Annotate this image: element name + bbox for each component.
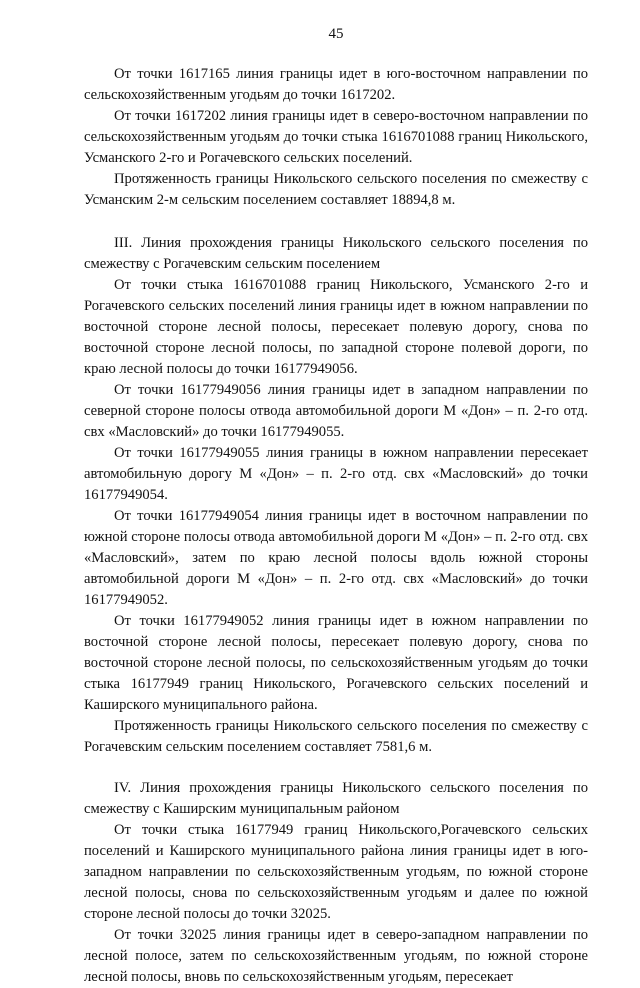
section-4-title: IV. Линия прохождения границы Никольского сельского поселения по смежеству с Каширским муниципальным районом	[84, 780, 588, 817]
section-3-paragraph-6: Протяженность границы Никольского сельского поселения по смежеству с Рогачевским сельским поселением составляет 7581,6 м.	[84, 718, 588, 755]
section-3-paragraph-2: От точки 16177949056 линия границы идет в западном направлении по северной стороне полосы отвода автомобильной дороги М «Дон» – п. 2-го отд. свх «Масловский» до точки 16177949055.	[84, 382, 588, 440]
section-3-paragraph-1: От точки стыка 1616701088 границ Никольского, Усманского 2-го и Рогачевского сельских поселений линия границы идет в южном направлении по восточной стороне лесной полосы, пересекает полевую дорогу, снова по восточной стороне лесной полосы, по западной стороне полевой дороги, по краю лесной полосы до точки 16177949056.	[84, 277, 588, 377]
section-spacer	[84, 211, 588, 233]
paragraph-2: От точки 1617202 линия границы идет в северо-восточном направлении по сельскохозяйственным угодьям до точки стыка 1616701088 границ Никольского, Усманского 2-го и Рогачевского сельских поселений.	[84, 108, 588, 166]
section-3-paragraph-5: От точки 16177949052 линия границы идет в южном направлении по восточной стороне лесной полосы, пересекает полевую дорогу, снова по восточной стороне лесной полосы, по сельскохозяйственным угодьям до точки стыка 16177949 границ Никольского, Рогачевского сельских поселений и Каширского муниципального района.	[84, 613, 588, 713]
document-page	[84, 24, 588, 988]
section-spacer	[84, 758, 588, 778]
paragraph-3: Протяженность границы Никольского сельского поселения по смежеству с Усманским 2-м сельским поселением составляет 18894,8 м.	[84, 171, 588, 208]
section-4-paragraph-1: От точки стыка 16177949 границ Никольского,Рогачевского сельских поселений и Каширского муниципального района линия границы идет в юго-западном направлении по сельскохозяйственным угодьям, по южной стороне лесной полосы, снова по сельскохозяйственным угодьям и далее по южной стороне лесной полосы до точки 32025.	[84, 822, 588, 922]
page-number: 45	[328, 26, 344, 42]
section-3-title: III. Линия прохождения границы Никольского сельского поселения по смежеству с Рогачевским сельским поселением	[84, 235, 588, 272]
paragraph-1: От точки 1617165 линия границы идет в юго-восточном направлении по сельскохозяйственным угодьям до точки 1617202.	[84, 66, 588, 103]
section-3-paragraph-3: От точки 16177949055 линия границы в южном направлении пересекает автомобильную дорогу М «Дон» – п. 2-го отд. свх «Масловский» до точки 16177949054.	[84, 445, 588, 503]
section-3-paragraph-4: От точки 16177949054 линия границы идет в восточном направлении по южной стороне полосы отвода автомобильной дороги М «Дон» – п. 2-го отд. свх «Масловский», затем по краю лесной полосы вдоль южной стороны автомобильной дороги М «Дон» – п. 2-го отд. свх «Масловский» до точки 16177949052.	[84, 508, 588, 608]
section-4-paragraph-2: От точки 32025 линия границы идет в северо-западном направлении по лесной полосе, затем по сельскохозяйственным угодьям, по южной стороне лесной полосы, вновь по сельскохозяйственным угодьям, пересекает	[84, 927, 588, 985]
